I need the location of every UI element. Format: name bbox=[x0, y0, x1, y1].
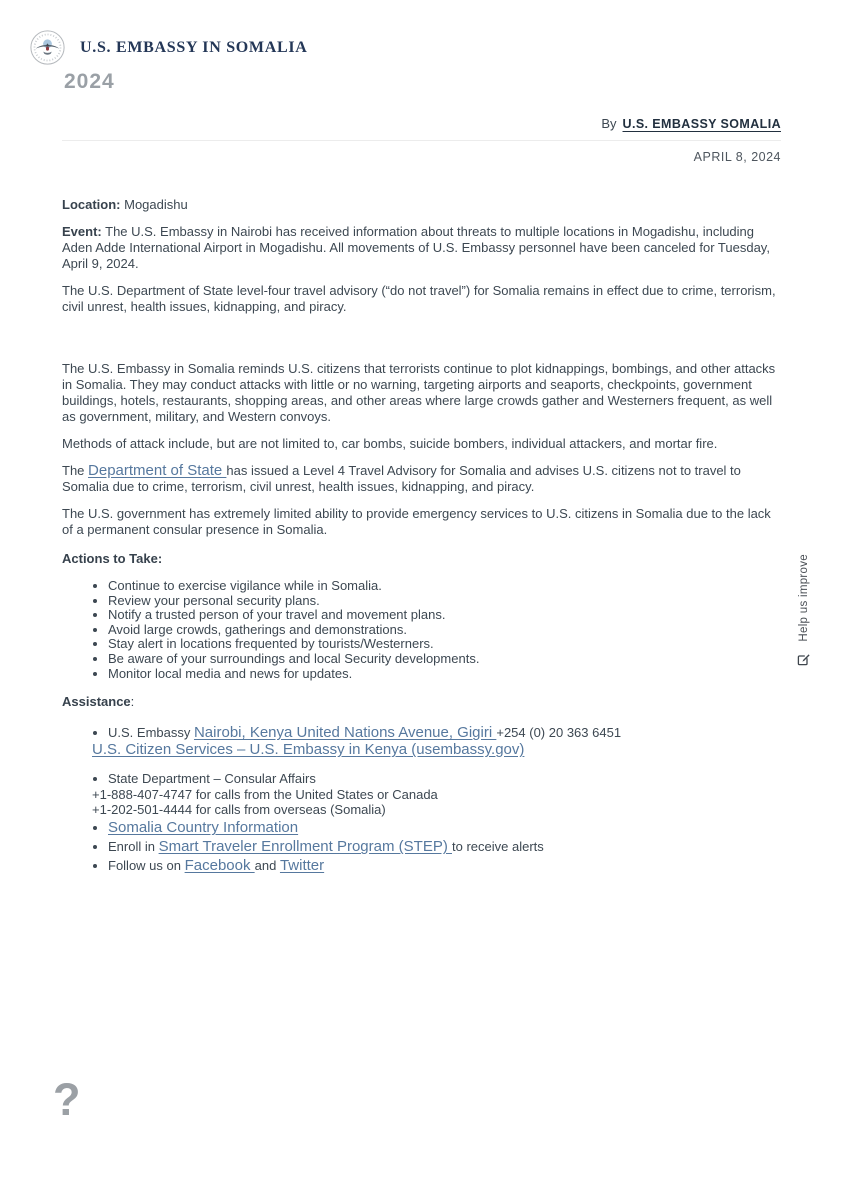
site-title-link[interactable]: U.S. EMBASSY IN SOMALIA bbox=[80, 38, 308, 56]
missing-image-placeholder: ? bbox=[53, 1074, 81, 1125]
country-information-item bbox=[108, 819, 781, 836]
phone-us-canada: +1-888-407-4747 for calls from the United States or Canada bbox=[92, 787, 438, 803]
phone-overseas: +1-202-501-4444 for calls from overseas (Somalia) bbox=[92, 802, 386, 818]
action-item: • Monitor local media and news for updates. bbox=[108, 667, 781, 682]
action-item: • Review your personal security plans. bbox=[108, 594, 781, 609]
action-item: • Stay alert in locations frequented by tourists/Westerners. bbox=[108, 637, 781, 652]
location-label: Location: bbox=[62, 197, 121, 212]
limited-ability-paragraph: The U.S. government has extremely limited ability to provide emergency services to U.S. citizens in Somalia due to the lack of a permanent consular presence in Somalia. bbox=[62, 506, 771, 537]
embassy-contact-item bbox=[92, 724, 781, 759]
somalia-country-information-link[interactable]: Somalia Country Information bbox=[108, 819, 299, 837]
event-paragraph bbox=[62, 224, 781, 272]
step-prefix: Enroll in bbox=[108, 839, 159, 855]
byline bbox=[62, 116, 781, 131]
step-suffix: to receive alerts bbox=[452, 839, 544, 855]
assistance-heading-word: Assistance bbox=[62, 694, 131, 710]
embassy-nairobi-link[interactable]: Nairobi, Kenya United Nations Avenue, Gigiri bbox=[193, 724, 497, 742]
embassy-prefix: U.S. Embassy bbox=[108, 725, 194, 741]
dos-suffix: has issued a Level 4 Travel Advisory for Somalia and advises U.S. citizens not to travel to Somalia due to crime, terrorism, civil unrest, health issues, kidnapping, and piracy. bbox=[62, 463, 741, 494]
header-divider bbox=[62, 140, 781, 141]
citizen-services-link[interactable]: U.S. Citizen Services – U.S. Embassy in Kenya (usembassy.gov) bbox=[92, 741, 525, 759]
facebook-link[interactable]: Facebook bbox=[184, 857, 255, 875]
event-text: The U.S. Embassy in Nairobi has received information about threats to multiple locations in Mogadishu, including Aden Adde International Airport in Mogadishu. All movements of U.S. Embassy personnel have been canceled for Tuesday, April 9, 2024. bbox=[62, 224, 770, 271]
state-department-text: State Department – Consular Affairs bbox=[108, 771, 316, 787]
department-of-state-link[interactable]: Department of State bbox=[88, 462, 227, 479]
alert-article bbox=[62, 197, 781, 874]
assistance-heading bbox=[62, 694, 781, 710]
event-label: Event: bbox=[62, 224, 102, 239]
actions-heading: Actions to Take: bbox=[62, 551, 163, 566]
step-enrollment-item bbox=[108, 838, 781, 855]
year-watermark: 2024 bbox=[64, 70, 115, 93]
reminder-paragraph: The U.S. Embassy in Somalia reminds U.S. citizens that terrorists continue to plot kidnappings, bombings, and other attacks in Somalia. They may conduct attacks with little or no warning, targeting airports and seaports, checkpoints, government buildings, hotels, restaurants, shopping areas, and other areas where large crowds gather and Westerners frequent, as well as government, military, and Western convoys. bbox=[62, 361, 776, 424]
follow-prefix: Follow us on bbox=[108, 858, 185, 874]
feedback-label[interactable]: Help us improve bbox=[797, 554, 810, 642]
action-item: • Continue to exercise vigilance while in Somalia. bbox=[108, 579, 781, 594]
byline-author-link[interactable]: U.S. EMBASSY SOMALIA bbox=[622, 117, 781, 131]
action-item: • Be aware of your surroundings and local Security developments. bbox=[108, 652, 781, 667]
publish-date: APRIL 8, 2024 bbox=[693, 150, 781, 164]
state-department-item bbox=[92, 770, 781, 818]
feedback-widget[interactable] bbox=[797, 554, 810, 666]
assistance-list bbox=[62, 724, 781, 874]
edit-pencil-icon[interactable] bbox=[797, 653, 810, 666]
assistance-heading-colon: : bbox=[130, 694, 135, 710]
action-item: • Avoid large crowds, gatherings and demonstrations. bbox=[108, 623, 781, 638]
embassy-seal-icon bbox=[30, 30, 65, 65]
follow-connector: and bbox=[254, 858, 280, 874]
byline-prefix: By bbox=[601, 116, 617, 131]
dos-paragraph bbox=[62, 463, 781, 495]
methods-paragraph: Methods of attack include, but are not limited to, car bombs, suicide bombers, individual attackers, and mortar fire. bbox=[62, 436, 718, 451]
embassy-phone: +254 (0) 20 363 6451 bbox=[496, 725, 622, 741]
site-header bbox=[30, 30, 308, 65]
twitter-link[interactable]: Twitter bbox=[279, 857, 325, 875]
action-item: • Notify a trusted person of your travel and movement plans. bbox=[108, 608, 781, 623]
social-follow-item bbox=[108, 857, 781, 874]
actions-list bbox=[62, 579, 781, 681]
location-paragraph bbox=[62, 197, 781, 213]
dos-prefix: The bbox=[62, 463, 89, 478]
byline-block bbox=[62, 116, 781, 164]
location-value: Mogadishu bbox=[124, 197, 188, 212]
advisory-paragraph: The U.S. Department of State level-four travel advisory (“do not travel”) for Somalia remains in effect due to crime, terrorism, civil unrest, health issues, kidnapping, and piracy. bbox=[62, 283, 776, 314]
step-program-link[interactable]: Smart Traveler Enrollment Program (STEP) bbox=[158, 838, 452, 856]
